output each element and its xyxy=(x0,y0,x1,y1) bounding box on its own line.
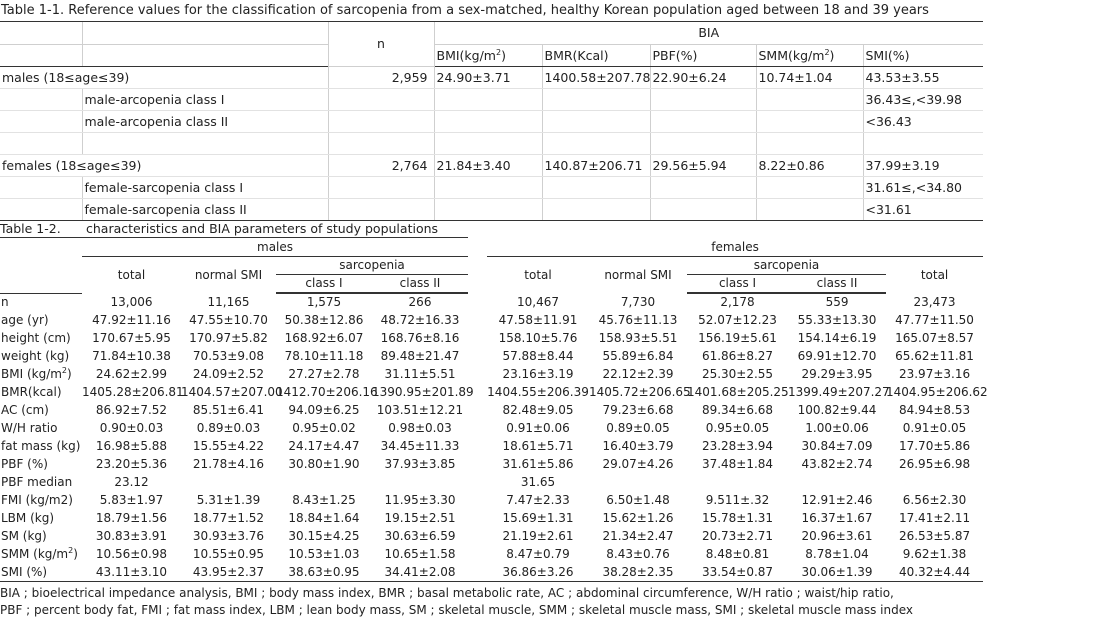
footnote xyxy=(0,585,1120,618)
table-cell: 1404.55±206.39 xyxy=(487,385,589,399)
table-cell: 7,730 xyxy=(620,295,656,309)
table-cell: 1,575 xyxy=(306,295,342,310)
row-label: PBF (%) xyxy=(1,457,48,471)
row-label: BMI $(kg/m^2)$ xyxy=(1,366,72,381)
table-cell: 89.48±21.47 xyxy=(380,349,460,363)
header-total-f: total xyxy=(524,267,552,282)
table-cell: 0.91±0.06 xyxy=(506,421,570,435)
table-cell: 6.56±2.30 xyxy=(902,493,967,507)
table-cell: 29.29±3.95 xyxy=(801,367,873,381)
header-normal-f: normal SMI xyxy=(604,267,672,282)
table-cell: 266 xyxy=(408,295,432,310)
table-cell: 18.61±5.71 xyxy=(502,439,574,453)
table-cell: 6.50±1.48 xyxy=(606,493,670,507)
table-row xyxy=(0,509,983,527)
table-cell: 30.15±4.25 xyxy=(288,529,360,543)
row-label: FMI (kg/m2) xyxy=(1,493,73,507)
row-label: age (yr) xyxy=(1,313,49,327)
table-cell: 37.48±1.84 xyxy=(701,457,774,471)
table-cell: 10,467 xyxy=(517,295,560,309)
table-cell xyxy=(788,473,886,491)
table-cell: 43.11±3.10 xyxy=(82,563,181,581)
table-cell: 50.38±12.86 xyxy=(284,313,364,327)
table-row: male-arcopenia class II <36.43 xyxy=(0,110,983,132)
header-class2-f: class II xyxy=(788,274,886,292)
table-cell: 24.62±2.99 xyxy=(95,367,168,381)
table-cell: 1390.95±201.89 xyxy=(372,385,474,399)
table-cell: 5.83±1.97 xyxy=(99,493,164,507)
row-label: SM (kg) xyxy=(1,529,47,543)
header-bmr: BMR(Kcal) xyxy=(542,44,650,66)
table-1-1-grid xyxy=(0,22,983,221)
table-cell: 0.91±0.05 xyxy=(902,421,967,435)
row-label: height (cm) xyxy=(1,331,71,345)
table-cell: 15.62±1.26 xyxy=(602,511,674,525)
table-1-1 xyxy=(0,0,983,221)
table-row xyxy=(0,347,983,365)
table-cell: 1399.49±207.27 xyxy=(788,385,890,399)
table-cell: 30.93±3.76 xyxy=(192,529,265,543)
header-sarcopenia-f: sarcopenia xyxy=(687,256,886,274)
table-cell: 57.88±8.44 xyxy=(502,349,574,363)
row-label: males (18≤age≤39) xyxy=(0,66,328,88)
footnote-line-1: BIA ; bioelectrical impedance analysis, BMI ; body mass index, BMR ; basal metabolic rate, AC ; abdominal circumference, W/H ratio ; waist/hip ratio, xyxy=(0,586,894,600)
row-label: W/H ratio xyxy=(1,421,58,435)
table-cell: 47.58±11.91 xyxy=(498,313,578,327)
table-cell: 9.511±.32 xyxy=(705,493,770,507)
table-row xyxy=(0,527,983,545)
table-cell: 70.53±9.08 xyxy=(192,349,265,363)
table-cell: 2,178 xyxy=(720,295,755,310)
table-cell: 61.86±8.27 xyxy=(701,349,774,363)
header-sarcopenia-m: sarcopenia xyxy=(276,256,468,274)
table-row: female-sarcopenia class II <31.61 xyxy=(0,198,983,220)
table-cell: 156.19±5.61 xyxy=(698,331,777,345)
table-cell xyxy=(372,473,468,491)
table-cell: 1405.72±206.65 xyxy=(589,385,691,399)
table-cell: 10.53±1.03 xyxy=(288,547,360,561)
table-cell: 1401.68±205.25 xyxy=(687,385,789,399)
table-cell: 30.83±3.91 xyxy=(95,529,168,543)
table-cell: 23.97±3.16 xyxy=(898,367,971,381)
table-cell: 103.51±12.21 xyxy=(376,403,464,417)
table-cell: 170.97±5.82 xyxy=(189,331,268,345)
table-cell: 48.72±16.33 xyxy=(380,313,460,327)
table-cell: 11.95±3.30 xyxy=(384,493,456,507)
table-cell: 17.70±5.86 xyxy=(898,439,971,453)
table-cell: 15.78±1.31 xyxy=(701,511,774,525)
header-pbf: PBF(%) xyxy=(650,44,756,66)
row-label: female-sarcopenia class II xyxy=(82,198,328,220)
table-cell: 23.16±3.19 xyxy=(502,367,574,381)
table-cell: 31.65 xyxy=(520,475,556,489)
table-cell: 34.45±11.33 xyxy=(380,439,460,453)
table-cell: 47.92±11.16 xyxy=(92,313,171,327)
header-smi: SMI(%) xyxy=(863,44,983,66)
table-cell: 22.12±2.39 xyxy=(602,367,674,381)
table-cell: 1405.28±206.81 xyxy=(82,385,184,399)
table-cell: 9.62±1.38 xyxy=(902,547,967,561)
table-cell: 21.19±2.61 xyxy=(502,529,574,543)
table-cell: 8.43±0.76 xyxy=(606,547,670,561)
table-cell: 0.89±0.05 xyxy=(606,421,670,435)
header-n: n xyxy=(328,22,434,66)
table-cell: 15.55±4.22 xyxy=(192,439,265,453)
table-cell: 31.11±5.51 xyxy=(384,367,456,381)
table-cell: 5.31±1.39 xyxy=(196,493,261,507)
table-cell: 25.30±2.55 xyxy=(701,367,774,381)
table-row xyxy=(0,563,983,581)
table-cell: 10.56±0.98 xyxy=(95,547,168,561)
header-males: males xyxy=(82,238,468,256)
table-1-2 xyxy=(0,220,988,582)
table-cell: 71.84±10.38 xyxy=(92,349,171,363)
table-cell: 170.67±5.95 xyxy=(92,331,171,345)
table-cell: 18.84±1.64 xyxy=(288,511,360,525)
header-bia: BIA xyxy=(434,22,983,44)
table-cell: 30.63±6.59 xyxy=(384,529,456,543)
table-cell: 26.95±6.98 xyxy=(898,457,971,471)
header-class2-m: class II xyxy=(372,274,468,292)
table-cell xyxy=(181,473,276,491)
table-cell: 23.28±3.94 xyxy=(701,439,774,453)
table-cell: 82.48±9.05 xyxy=(502,403,574,417)
table-cell: 154.14±6.19 xyxy=(797,331,877,345)
row-label: BMR(kcal) xyxy=(1,385,62,399)
table-row xyxy=(0,401,983,419)
header-females: females xyxy=(487,238,983,256)
header-smm: $SMM(kg/m^2)$ xyxy=(756,44,863,66)
table-cell: 38.63±0.95 xyxy=(276,563,372,581)
table-cell: 19.15±2.51 xyxy=(384,511,456,525)
table-cell: 85.51±6.41 xyxy=(192,403,265,417)
table-1-2-body xyxy=(0,293,988,581)
table-cell: 47.55±10.70 xyxy=(189,313,268,327)
table-cell: 1412.70±206.16 xyxy=(276,385,378,399)
table-cell xyxy=(589,473,687,491)
row-label: SMM $(kg/m^2)$ xyxy=(1,546,78,561)
table-cell: 89.34±6.68 xyxy=(701,403,774,417)
table-cell xyxy=(886,473,983,491)
table-cell: 16.98±5.88 xyxy=(95,439,168,453)
table-cell: 8.43±1.25 xyxy=(292,493,356,507)
table-cell: 55.89±6.84 xyxy=(602,349,674,363)
table-cell: 45.76±11.13 xyxy=(598,313,678,327)
table-cell: 0.98±0.03 xyxy=(388,421,452,435)
table-cell: 78.10±11.18 xyxy=(284,349,364,363)
table-cell: 34.41±2.08 xyxy=(372,563,468,581)
table-row xyxy=(0,419,983,437)
table-cell: 55.33±13.30 xyxy=(797,313,877,327)
table-cell: 37.93±3.85 xyxy=(384,457,456,471)
row-label: LBM (kg) xyxy=(1,511,55,525)
table-row: males (18≤age≤39) 2,959 24.90±3.71 1400.58±207.78 22.90±6.24 10.74±1.04 43.53±3.55 xyxy=(0,66,983,88)
table-cell: 158.93±5.51 xyxy=(598,331,678,345)
row-label: SMI (%) xyxy=(0,563,82,581)
table-cell: 23.20±5.36 xyxy=(95,457,168,471)
table-row: male-arcopenia class I 36.43≤,<39.98 xyxy=(0,88,983,110)
header-class1-m: class I xyxy=(276,274,372,292)
table-1-1-title: Table 1-1. Reference values for the classification of sarcopenia from a sex-matched, healthy Korean population aged between 18 and 39 years xyxy=(0,0,983,22)
table-cell: 8.47±0.79 xyxy=(506,547,570,561)
row-label: PBF median xyxy=(1,475,73,489)
table-cell: 36.86±3.26 xyxy=(487,563,589,581)
table-cell: 8.48±0.81 xyxy=(705,547,770,561)
table-cell: 100.82±9.44 xyxy=(797,403,877,417)
table-row xyxy=(0,437,983,455)
table-cell: 23.12 xyxy=(114,475,149,489)
table-cell: 168.76±8.16 xyxy=(380,331,460,345)
table-cell: 16.40±3.79 xyxy=(602,439,674,453)
table-cell: 86.92±7.52 xyxy=(95,403,168,417)
table-cell: 38.28±2.35 xyxy=(589,563,687,581)
table-cell: 1404.57±207.00 xyxy=(181,385,283,399)
header-normal-m: normal SMI xyxy=(194,267,263,282)
table-cell: 10.55±0.95 xyxy=(192,547,265,561)
row-label: female-sarcopenia class I xyxy=(82,176,328,198)
table-cell: 40.32±4.44 xyxy=(886,563,983,581)
table-row xyxy=(0,473,983,491)
table-row xyxy=(0,293,983,311)
table-cell: 69.91±12.70 xyxy=(797,349,877,363)
table-row xyxy=(0,383,983,401)
table-row xyxy=(0,329,983,347)
table-row: female-sarcopenia class I 31.61≤,<34.80 xyxy=(0,176,983,198)
table-cell: 30.84±7.09 xyxy=(801,439,873,453)
table-cell: 16.37±1.67 xyxy=(801,511,873,525)
table-cell: 26.53±5.87 xyxy=(898,529,971,543)
header-total-all: total xyxy=(920,267,949,282)
table-cell: 30.80±1.90 xyxy=(288,457,360,471)
table-cell: 43.95±2.37 xyxy=(181,563,276,581)
row-label: n xyxy=(1,295,9,310)
row-label: weight (kg) xyxy=(1,349,70,363)
header-class1-f: class I xyxy=(687,274,788,292)
row-label: fat mass (kg) xyxy=(1,439,81,453)
row-label: male-arcopenia class II xyxy=(82,110,328,132)
row-label: male-arcopenia class I xyxy=(82,88,328,110)
table-cell: 15.69±1.31 xyxy=(502,511,574,525)
table-cell: 94.09±6.25 xyxy=(288,403,360,417)
table-1-2-caption: Table 1-2. characteristics and BIA parameters of study populations xyxy=(0,220,468,238)
table-cell: 12.91±2.46 xyxy=(801,493,873,507)
table-cell: 43.82±2.74 xyxy=(801,457,873,471)
table-cell: 18.77±1.52 xyxy=(192,511,265,525)
table-cell: 33.54±0.87 xyxy=(687,563,788,581)
table-row xyxy=(0,545,983,563)
row-label: females (18≤age≤39) xyxy=(0,154,328,176)
table-cell: 65.62±11.81 xyxy=(895,349,974,363)
table-cell: 158.10±5.76 xyxy=(498,331,578,345)
table-cell: 30.06±1.39 xyxy=(788,563,886,581)
table-cell: 17.41±2.11 xyxy=(898,511,971,525)
table-cell: 7.47±2.33 xyxy=(506,493,570,507)
table-cell: 11,165 xyxy=(207,295,250,309)
table-cell: 0.90±0.03 xyxy=(99,421,164,435)
table-cell: 18.79±1.56 xyxy=(95,511,168,525)
table-cell: 20.73±2.71 xyxy=(701,529,774,543)
table-cell: 47.77±11.50 xyxy=(895,313,974,327)
table-row xyxy=(0,491,983,509)
table-cell: 21.34±2.47 xyxy=(602,529,674,543)
header-total-m: total xyxy=(117,267,146,282)
table-row: females (18≤age≤39) 2,764 21.84±3.40 140.87±206.71 29.56±5.94 8.22±0.86 37.99±3.19 xyxy=(0,154,983,176)
table-cell: 24.09±2.52 xyxy=(192,367,265,381)
table-row xyxy=(0,311,983,329)
table-cell: 29.07±4.26 xyxy=(602,457,674,471)
table-cell: 8.78±1.04 xyxy=(805,547,869,561)
table-cell xyxy=(687,473,788,491)
table-cell: 27.27±2.78 xyxy=(288,367,360,381)
table-cell xyxy=(276,473,372,491)
table-cell: 1404.95±206.62 xyxy=(886,385,988,399)
table-1-2-grid xyxy=(0,238,988,582)
row-label: AC (cm) xyxy=(1,403,49,417)
table-cell: 0.89±0.03 xyxy=(196,421,261,435)
table-cell: 21.78±4.16 xyxy=(192,457,265,471)
table-cell: 52.07±12.23 xyxy=(698,313,777,327)
table-cell: 31.61±5.86 xyxy=(502,457,574,471)
table-cell: 10.65±1.58 xyxy=(384,547,456,561)
table-cell: 79.23±6.68 xyxy=(602,403,674,417)
table-cell: 24.17±4.47 xyxy=(288,439,360,453)
table-cell: 23,473 xyxy=(913,295,956,309)
table-row xyxy=(0,455,983,473)
header-bmi: $BMI(kg/m^2)$ xyxy=(434,44,542,66)
table-cell: 0.95±0.05 xyxy=(705,421,770,435)
table-cell: 559 xyxy=(825,295,849,310)
footnote-line-2: PBF ; percent body fat, FMI ; fat mass index, LBM ; lean body mass, SM ; skeletal muscle, SMM ; skeletal muscle mass, SMI ; skeletal muscle mass index xyxy=(0,603,913,617)
table-cell: 1.00±0.06 xyxy=(805,421,869,435)
table-cell: 0.95±0.02 xyxy=(292,421,356,435)
table-cell: 168.92±6.07 xyxy=(284,331,364,345)
table-cell: 165.07±8.57 xyxy=(895,331,974,345)
table-cell: 13,006 xyxy=(110,295,153,309)
table-cell: 84.94±8.53 xyxy=(898,403,971,417)
table-row xyxy=(0,365,983,383)
table-cell: 20.96±3.61 xyxy=(801,529,873,543)
